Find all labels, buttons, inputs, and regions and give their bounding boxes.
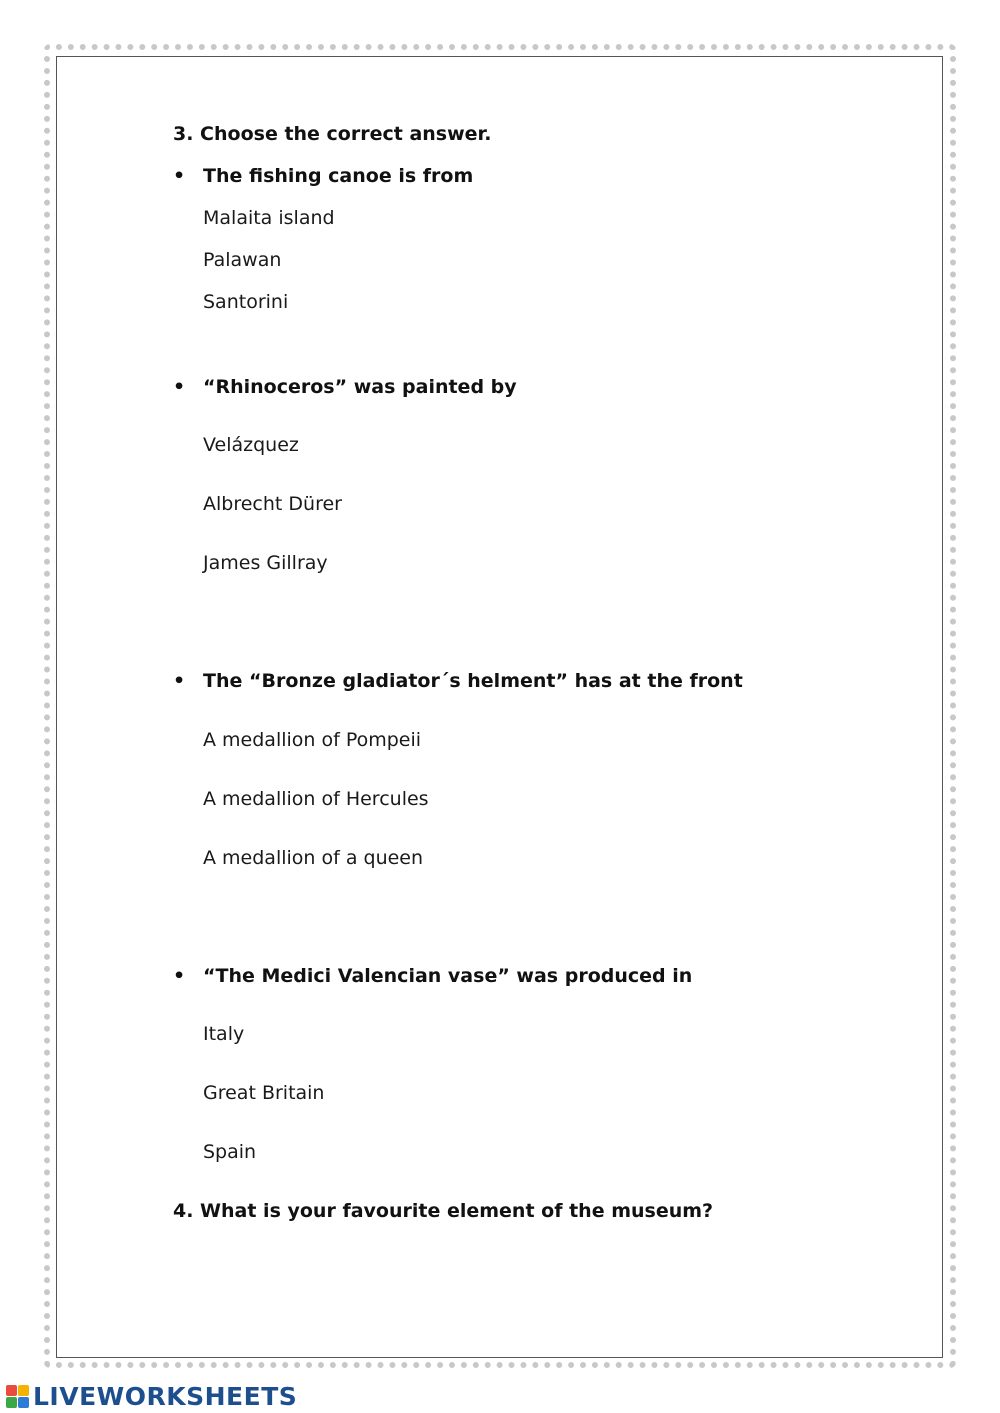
- answer-option[interactable]: Malaita island: [203, 207, 335, 229]
- question-item-3: [173, 669, 743, 693]
- answer-option[interactable]: James Gillray: [203, 552, 328, 574]
- question-item-1: [173, 164, 473, 188]
- answer-option[interactable]: Palawan: [203, 249, 282, 271]
- logo-block: [6, 1385, 17, 1396]
- logo-block: [18, 1397, 29, 1408]
- answer-option[interactable]: Italy: [203, 1023, 245, 1045]
- question-item-2: [173, 375, 517, 399]
- answer-option[interactable]: Albrecht Dürer: [203, 493, 342, 515]
- bullet: •: [173, 376, 186, 398]
- bullet: •: [173, 670, 186, 692]
- question-3-title: 3. Choose the correct answer.: [173, 123, 492, 145]
- answer-option[interactable]: A medallion of a queen: [203, 847, 424, 869]
- question-text: “Rhinoceros” was painted by: [203, 376, 517, 398]
- question-text: The fishing canoe is from: [203, 165, 474, 187]
- page-frame: [56, 56, 943, 1358]
- question-item-4: [173, 964, 692, 988]
- bullet: •: [173, 165, 186, 187]
- answer-option[interactable]: Santorini: [203, 291, 289, 313]
- logo-block: [18, 1385, 29, 1396]
- answer-option[interactable]: A medallion of Pompeii: [203, 729, 422, 751]
- answer-option[interactable]: Spain: [203, 1141, 257, 1163]
- answer-option[interactable]: A medallion of Hercules: [203, 788, 429, 810]
- bullet: •: [173, 965, 186, 987]
- question-text: The “Bronze gladiator´s helment” has at the front: [203, 670, 743, 692]
- answer-option[interactable]: Velázquez: [203, 434, 299, 456]
- question-text: “The Medici Valencian vase” was produced in: [203, 965, 693, 987]
- logo-block: [6, 1397, 17, 1408]
- liveworksheets-logo: [6, 1381, 297, 1411]
- question-4-title: 4. What is your favourite element of the museum?: [173, 1200, 714, 1222]
- answer-option[interactable]: Great Britain: [203, 1082, 325, 1104]
- logo-blocks-icon: [6, 1385, 29, 1408]
- logo-text: LIVEWORKSHEETS: [33, 1381, 298, 1411]
